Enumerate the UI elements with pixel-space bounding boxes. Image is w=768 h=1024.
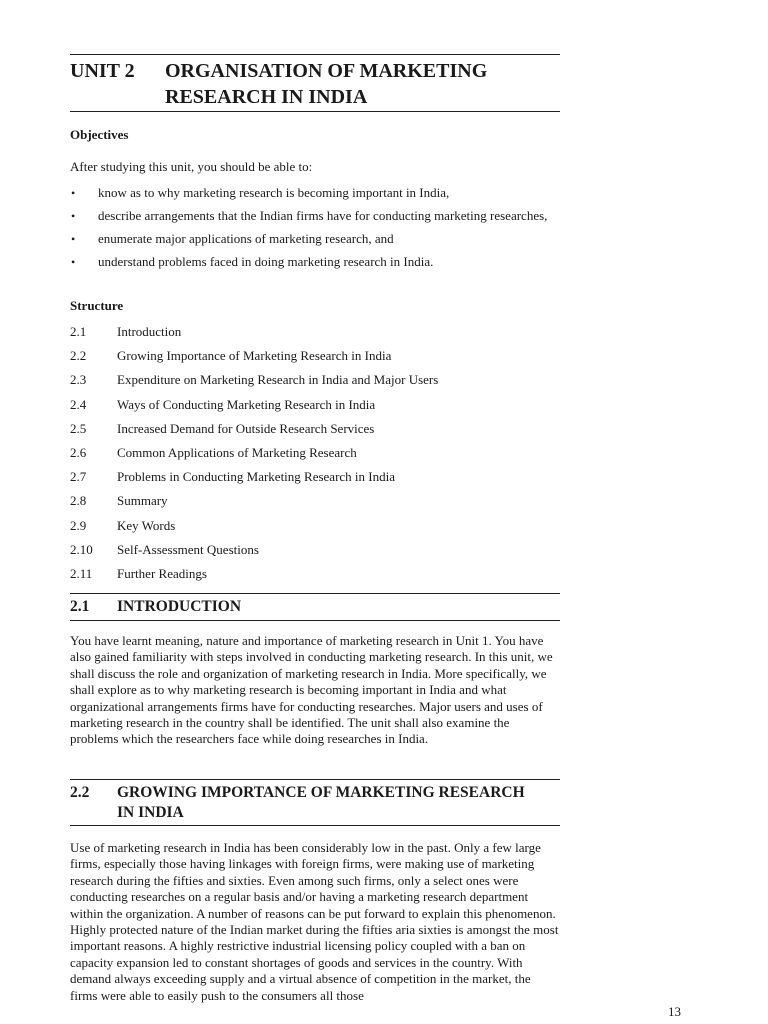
bullet-icon: • bbox=[71, 232, 76, 246]
list-item bbox=[70, 421, 560, 445]
section-number: 2.1 bbox=[70, 598, 90, 615]
objective-text: describe arrangements that the Indian firms have for conducting marketing researches, bbox=[98, 208, 548, 223]
structure-title: Key Words bbox=[117, 517, 176, 533]
structure-title: Self-Assessment Questions bbox=[117, 541, 259, 557]
unit-title-line-1: ORGANISATION OF MARKETING bbox=[165, 60, 488, 82]
structure-title: Ways of Conducting Marketing Research in India bbox=[117, 396, 376, 412]
structure-number: 2.3 bbox=[70, 372, 87, 388]
unit-number: UNIT 2 bbox=[70, 60, 135, 82]
list-item bbox=[70, 185, 560, 201]
structure-title: Common Applications of Marketing Research bbox=[117, 444, 357, 460]
section-title: INTRODUCTION bbox=[117, 598, 242, 615]
structure-list bbox=[70, 324, 560, 590]
list-item bbox=[70, 397, 560, 421]
structure-title: Introduction bbox=[117, 324, 182, 339]
structure-number: 2.7 bbox=[70, 469, 87, 485]
list-item bbox=[70, 493, 560, 517]
structure-title: Expenditure on Marketing Research in India and Major Users bbox=[117, 372, 439, 388]
list-item bbox=[70, 445, 560, 469]
bullet-icon: • bbox=[71, 209, 76, 223]
section-title: GROWING IMPORTANCE OF MARKETING RESEARCH IN INDIA bbox=[117, 784, 525, 821]
objective-text: understand problems faced in doing marketing research in India. bbox=[98, 254, 434, 269]
bullet-icon: • bbox=[71, 255, 76, 269]
list-item bbox=[70, 254, 560, 270]
structure-number: 2.11 bbox=[70, 565, 93, 581]
top-rule bbox=[70, 54, 560, 55]
unit-title bbox=[165, 58, 565, 110]
structure-title: Summary bbox=[117, 493, 168, 509]
list-item bbox=[70, 542, 560, 566]
structure-number: 2.1 bbox=[70, 324, 87, 339]
objectives-intro: After studying this unit, you should be able to: bbox=[70, 159, 313, 174]
objectives-list bbox=[70, 185, 560, 277]
bullet-icon: • bbox=[71, 186, 76, 200]
structure-number: 2.8 bbox=[70, 493, 87, 509]
list-item bbox=[70, 324, 560, 348]
section-number: 2.2 bbox=[70, 784, 90, 801]
structure-heading: Structure bbox=[70, 298, 124, 313]
structure-title: Growing Importance of Marketing Research in India bbox=[117, 348, 392, 364]
section-2-2-body: Use of marketing research in India has been considerably low in the past. Only a few large firms, especially those having linkages with foreign firms, were making use of marketing research during the fifties and sixties. Even among such firms, only a select ones were conducting researches on a regular basis and/or having a marketing research department within the organization. A number of reasons can be put forward to explain this phenomenon. Highly protected nature of the Indian market during the fifties aria sixties is amongst the most important reasons. A highly restrictive industrial licensing policy coupled with a ban on capacity expansion led to constant shortages of goods and services in the country. With demand always exceeding supply and a virtual absence of competition in the market, the firms were able to easily push to the consumers all those bbox=[70, 840, 559, 1003]
structure-number: 2.4 bbox=[70, 396, 87, 412]
section-2-2-top-rule bbox=[70, 779, 560, 780]
structure-title: Further Readings bbox=[117, 565, 207, 581]
list-item bbox=[70, 566, 560, 590]
list-item bbox=[70, 208, 560, 224]
structure-title: Increased Demand for Outside Research Services bbox=[117, 420, 375, 436]
list-item bbox=[70, 231, 560, 247]
section-2-1-body: You have learnt meaning, nature and importance of marketing research in Unit 1. You have also gained familiarity with steps involved in conducting marketing research. In this unit, we shall discuss the role and organization of marketing research in India. More specifically, we shall explore as to why marketing research is becoming important in India and what organizational arrangements firms have for conducting researches. Major users and uses of marketing research in the country shall be identified. The unit shall also examine the problems which the researchers face while doing researches in India. bbox=[70, 633, 553, 747]
list-item bbox=[70, 372, 560, 396]
structure-number: 2.6 bbox=[70, 444, 87, 460]
structure-title: Problems in Conducting Marketing Research in India bbox=[117, 469, 396, 485]
structure-number: 2.10 bbox=[70, 541, 93, 557]
list-item bbox=[70, 469, 560, 493]
structure-number: 2.9 bbox=[70, 517, 87, 533]
list-item bbox=[70, 348, 560, 372]
section-2-2-bottom-rule bbox=[70, 825, 560, 826]
structure-number: 2.5 bbox=[70, 420, 87, 436]
objectives-heading: Objectives bbox=[70, 127, 129, 142]
unit-heading-rule bbox=[70, 111, 560, 112]
section-2-1-top-rule bbox=[70, 593, 560, 594]
page-number: 13 bbox=[668, 1004, 681, 1019]
section-2-1-bottom-rule bbox=[70, 620, 560, 621]
unit-title-line-2: RESEARCH IN INDIA bbox=[165, 86, 368, 108]
list-item bbox=[70, 518, 560, 542]
objective-text: know as to why marketing research is becoming important in India, bbox=[98, 185, 450, 200]
objective-text: enumerate major applications of marketing research, and bbox=[98, 231, 394, 246]
structure-number: 2.2 bbox=[70, 348, 87, 364]
